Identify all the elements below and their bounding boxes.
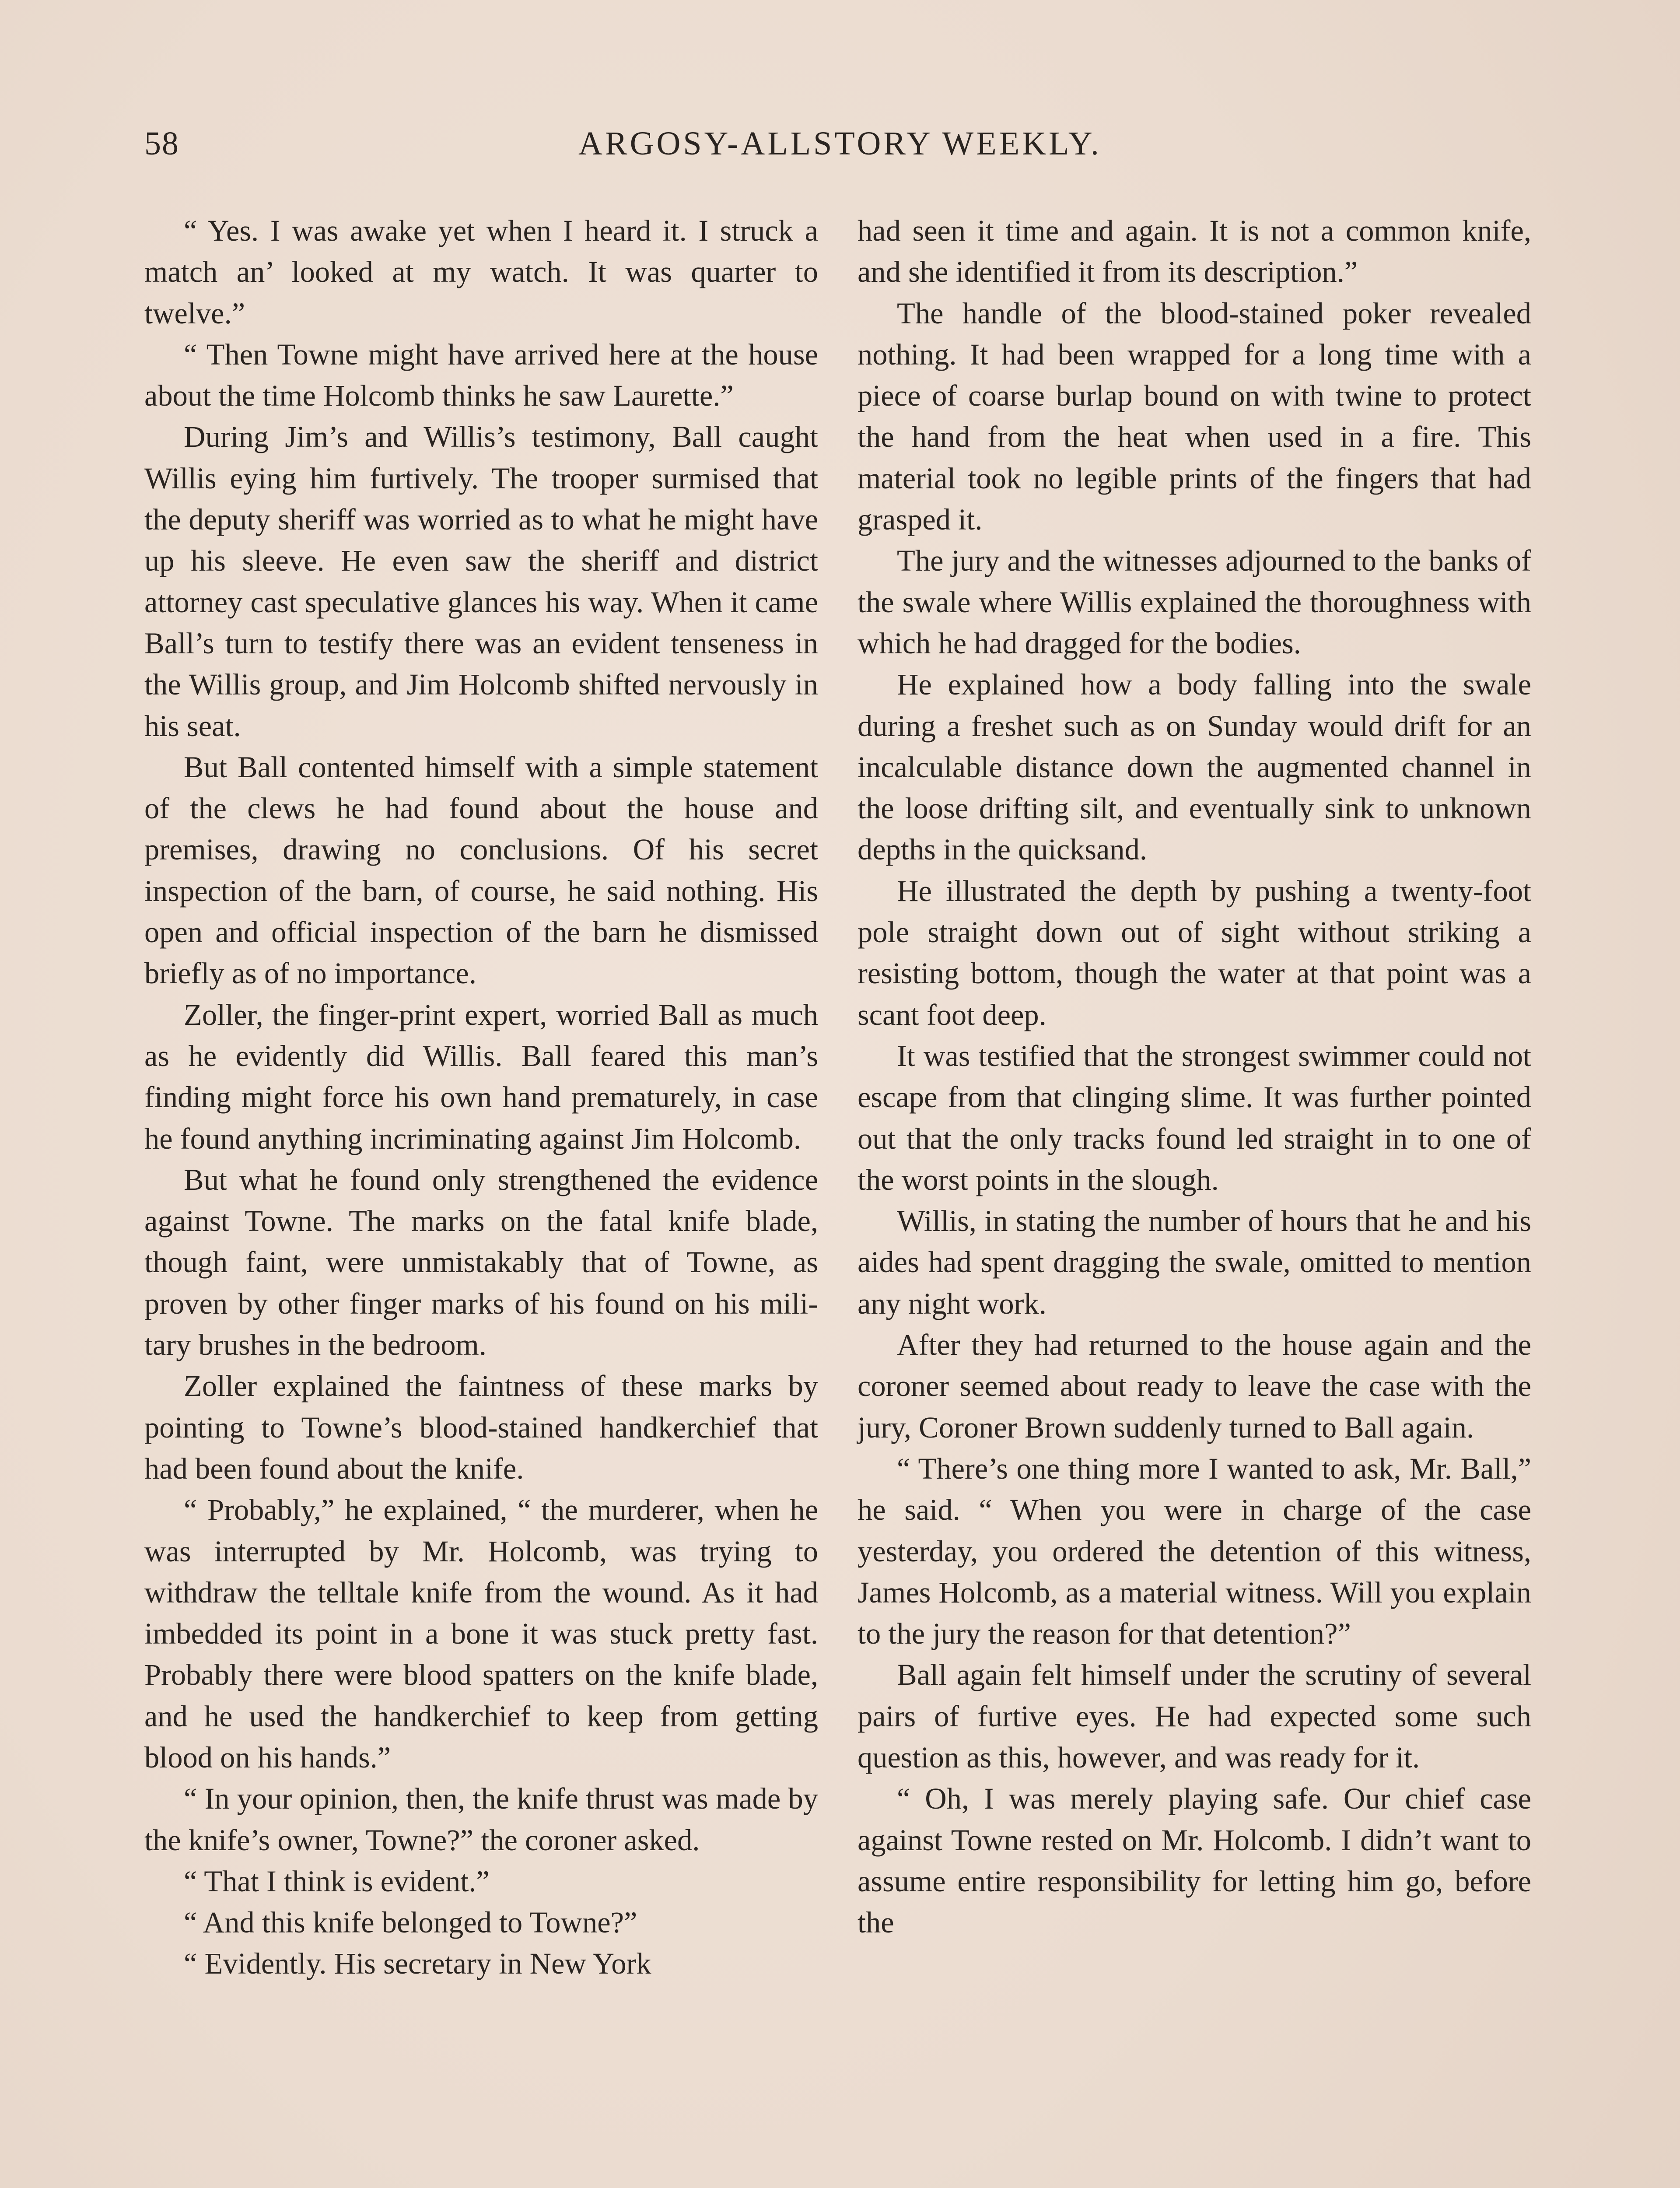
paragraph: had seen it time and again. It is not a common knife, and she identified it from its description.” <box>858 214 1531 289</box>
paragraph: Willis, in stating the number of hours that he and his aides had spent dragging the swale, omitted to mention any night work. <box>858 1204 1531 1320</box>
paragraph: “ That I think is evident.” <box>184 1864 490 1898</box>
paragraph: “ And this knife belonged to Towne?” <box>184 1906 637 1939</box>
paragraph: “ There’s one thing more I wanted to ask, Mr. Ball,” he said. “ When you were in charge of the case yesterday, you ordered the detention of this witness, James Holcomb, as a material witness. Will you explain to the jury the reason for that detention?” <box>858 1452 1531 1651</box>
paragraph: “ In your opinion, then, the knife thrust was made by the knife’s owner, Towne?” the coroner asked. <box>144 1782 818 1857</box>
paragraph: He illustrated the depth by pushing a twenty-foot pole straight down out of sight without striking a resisting bottom, though the water at that point was a scant foot deep. <box>858 874 1531 1031</box>
paragraph: He explained how a body falling into the swale during a freshet such as on Sunday would drift for an incalculable distance down the augmented channel in the loose drifting silt, and eventually sink to unknown depths in the quicksand. <box>858 668 1531 866</box>
paragraph: Zoller explained the faintness of these marks by pointing to Towne’s blood-stained handkerchief that had been found about the knife. <box>144 1369 818 1485</box>
paragraph: “ Evidently. His secretary in New York <box>184 1947 651 1981</box>
paragraph: Zoller, the finger-print expert, worried Ball as much as he evidently did Willis. Ball feared this man’s finding might force his own hand prematurely, in case he found anything incriminating against Jim Holcomb. <box>144 998 818 1155</box>
paragraph: The jury and the witnesses adjourned to the banks of the swale where Willis explained the thoroughness with which he had dragged for the bodies. <box>858 544 1531 660</box>
paragraph: The handle of the blood-stained poker revealed nothing. It had been wrapped for a long time with a piece of coarse burlap bound on with twine to protect the hand from the heat when used in a fire. This material took no legible prints of the fingers that had grasped it. <box>858 296 1531 536</box>
paragraph: Ball again felt himself under the scrutiny of several pairs of furtive eyes. He had expected some such question as this, however, and was ready for it. <box>858 1658 1531 1774</box>
paragraph: But what he found only strengthened the evidence against Towne. The marks on the fatal knife blade, though faint, were unmistakably that of Towne, as proven by other finger marks of his found on his military brushes in the bedroom. <box>144 1163 818 1362</box>
paragraph: But Ball contented himself with a simple statement of the clews he had found about the house and premises, drawing no conclusions. Of his secret inspection of the barn, of course, he said nothing. His open and official inspection of the barn he dismissed briefly as of no importance. <box>144 750 818 990</box>
page-number: 58 <box>144 125 179 162</box>
paragraph: “ Oh, I was merely playing safe. Our chief case against Towne rested on Mr. Holcomb. I didn’t want to assume entire responsibility for letting him go, before the <box>858 1782 1531 1939</box>
page-header <box>144 125 1536 173</box>
left-column <box>144 210 818 1985</box>
right-column <box>858 210 1531 1943</box>
paragraph: After they had returned to the house again and the coroner seemed about ready to leave the case with the jury, Coroner Brown suddenly turned to Ball again. <box>858 1328 1531 1444</box>
paragraph: “ Probably,” he explained, “ the murderer, when he was interrupted by Mr. Holcomb, was trying to withdraw the telltale knife from the wound. As it had imbedded its point in a bone it was stuck pretty fast. Probably there were blood spatters on the knife blade, and he used the handkerchief to keep from getting blood on his hands.” <box>144 1493 818 1774</box>
running-head: ARGOSY-ALLSTORY WEEKLY. <box>578 125 1102 162</box>
paragraph: “ Yes. I was awake yet when I heard it. I struck a match an’ looked at my watch. It was quarter to twelve.” <box>144 214 818 330</box>
paragraph: During Jim’s and Willis’s testimony, Ball caught Willis eying him furtively. The trooper surmised that the deputy sheriff was worried as to what he might have up his sleeve. He even saw the sheriff and district attorney cast speculative glances his way. When it came Ball’s turn to testify there was an evident tenseness in the Willis group, and Jim Holcomb shifted nervously in his seat. <box>144 420 818 743</box>
paragraph: “ Then Towne might have arrived here at the house about the time Holcomb thinks he saw Laurette.” <box>144 337 818 413</box>
paragraph: It was testified that the strongest swimmer could not escape from that clinging slime. It was further pointed out that the only tracks found led straight in to one of the worst points in the slough. <box>858 1039 1531 1196</box>
